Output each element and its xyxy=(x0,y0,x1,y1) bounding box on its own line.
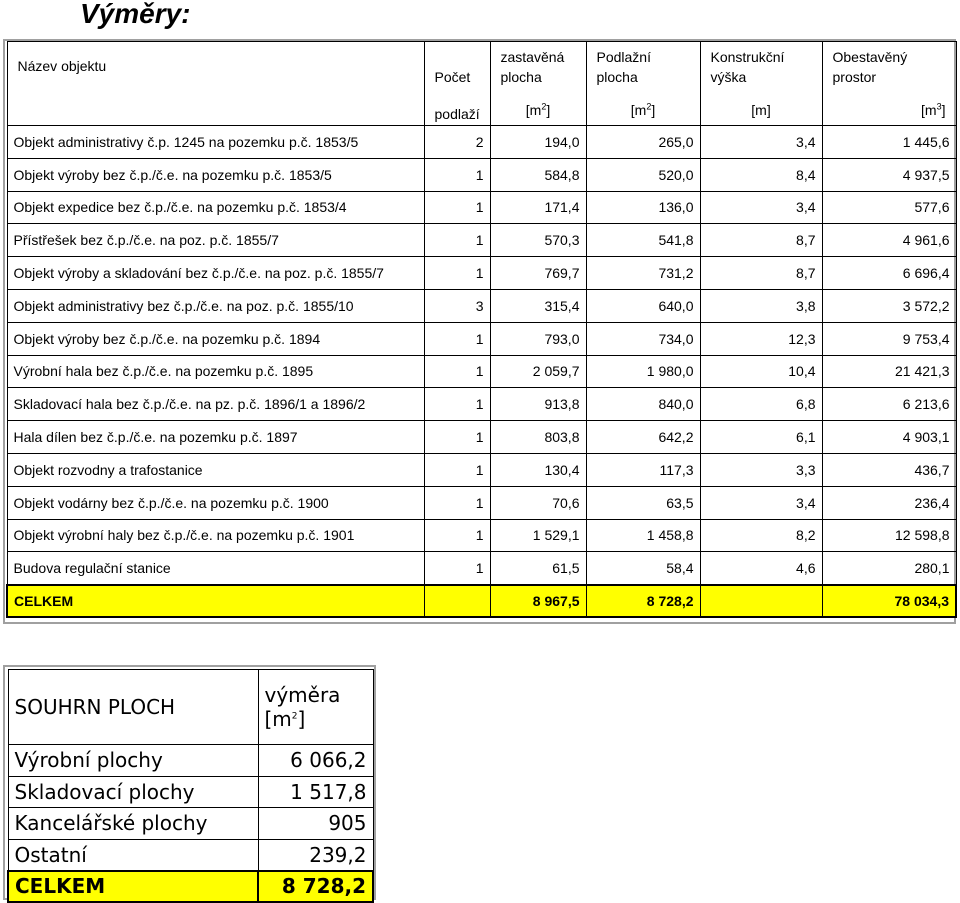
cell-built: 793,0 xyxy=(490,322,586,355)
table-header-row xyxy=(7,42,956,126)
header-floor: Podlažní plocha $[m^2]$ xyxy=(586,42,700,126)
cell-height: 3,4 xyxy=(700,486,822,519)
cell-built: 584,8 xyxy=(490,158,586,191)
cell-height: 10,4 xyxy=(700,355,822,388)
summary-label: Výrobní plochy xyxy=(8,745,258,777)
cell-floor: 1 980,0 xyxy=(586,355,700,388)
cell-built: 61,5 xyxy=(490,552,586,585)
cell-volume: 4 961,6 xyxy=(822,224,956,257)
summary-total-value: 8 728,2 xyxy=(258,871,373,903)
cell-name: Objekt výroby bez č.p./č.e. na pozemku p.č. 1894 xyxy=(7,322,424,355)
cell-floor: 541,8 xyxy=(586,224,700,257)
summary-label: Skladovací plochy xyxy=(8,776,258,808)
summary-value: 1 517,8 xyxy=(258,776,373,808)
total-floor: 8 728,2 xyxy=(586,585,700,618)
summary-row xyxy=(8,839,373,871)
total-volume: 78 034,3 xyxy=(822,585,956,618)
cell-volume: 12 598,8 xyxy=(822,519,956,552)
cell-height: 8,2 xyxy=(700,519,822,552)
cell-floor: 734,0 xyxy=(586,322,700,355)
table-row xyxy=(7,519,956,552)
table-row xyxy=(7,486,956,519)
header-floors: Počet podlaží xyxy=(424,42,490,126)
summary-value: 239,2 xyxy=(258,839,373,871)
summary-row xyxy=(8,745,373,777)
header-height: Konstrukční výška [m] xyxy=(700,42,822,126)
cell-height: 8,4 xyxy=(700,158,822,191)
cell-name: Hala dílen bez č.p./č.e. na pozemku p.č. 1897 xyxy=(7,421,424,454)
cell-name: Výrobní hala bez č.p./č.e. na pozemku p.č. 1895 xyxy=(7,355,424,388)
cell-floors: 1 xyxy=(424,224,490,257)
cell-volume: 577,6 xyxy=(822,191,956,224)
cell-name: Objekt výroby bez č.p./č.e. na pozemku p.č. 1853/5 xyxy=(7,158,424,191)
header-volume: Obestavěný prostor $[m^3]$ xyxy=(822,42,956,126)
cell-floors: 1 xyxy=(424,421,490,454)
cell-height: 8,7 xyxy=(700,224,822,257)
cell-volume: 236,4 xyxy=(822,486,956,519)
cell-floor: 642,2 xyxy=(586,421,700,454)
cell-height: 4,6 xyxy=(700,552,822,585)
table-row xyxy=(7,552,956,585)
cell-floors: 1 xyxy=(424,158,490,191)
cell-floor: 640,0 xyxy=(586,289,700,322)
cell-name: Budova regulační stanice xyxy=(7,552,424,585)
summary-label: Ostatní xyxy=(8,839,258,871)
cell-volume: 6 696,4 xyxy=(822,257,956,290)
cell-name: Objekt výrobní haly bez č.p./č.e. na pozemku p.č. 1901 xyxy=(7,519,424,552)
cell-height: 3,4 xyxy=(700,191,822,224)
cell-floor: 265,0 xyxy=(586,126,700,159)
summary-row xyxy=(8,808,373,840)
cell-floors: 1 xyxy=(424,388,490,421)
cell-height: 6,1 xyxy=(700,421,822,454)
cell-name: Objekt výroby a skladování bez č.p./č.e. na poz. p.č. 1855/7 xyxy=(7,257,424,290)
summary-header-row xyxy=(8,670,373,745)
cell-name: Objekt expedice bez č.p./č.e. na pozemku p.č. 1853/4 xyxy=(7,191,424,224)
cell-volume: 280,1 xyxy=(822,552,956,585)
cell-volume: 1 445,6 xyxy=(822,126,956,159)
cell-floors: 2 xyxy=(424,126,490,159)
table-row xyxy=(7,322,956,355)
total-built: 8 967,5 xyxy=(490,585,586,618)
cell-floors: 1 xyxy=(424,552,490,585)
cell-floor: 117,3 xyxy=(586,453,700,486)
cell-built: 570,3 xyxy=(490,224,586,257)
cell-volume: 9 753,4 xyxy=(822,322,956,355)
cell-floors: 3 xyxy=(424,289,490,322)
cell-floor: 520,0 xyxy=(586,158,700,191)
cell-floors: 1 xyxy=(424,486,490,519)
cell-floors: 1 xyxy=(424,191,490,224)
cell-floor: 63,5 xyxy=(586,486,700,519)
summary-title: SOUHRN PLOCH xyxy=(8,670,258,745)
cell-name: Objekt vodárny bez č.p./č.e. na pozemku p.č. 1900 xyxy=(7,486,424,519)
summary-row xyxy=(8,776,373,808)
cell-volume: 6 213,6 xyxy=(822,388,956,421)
summary-value: 905 xyxy=(258,808,373,840)
cell-built: 70,6 xyxy=(490,486,586,519)
cell-floors: 1 xyxy=(424,453,490,486)
cell-built: 130,4 xyxy=(490,453,586,486)
cell-height: 3,4 xyxy=(700,126,822,159)
cell-built: 2 059,7 xyxy=(490,355,586,388)
cell-height: 3,3 xyxy=(700,453,822,486)
cell-height: 6,8 xyxy=(700,388,822,421)
cell-height: 12,3 xyxy=(700,322,822,355)
table-row xyxy=(7,224,956,257)
total-floors xyxy=(424,585,490,618)
table-row xyxy=(7,191,956,224)
cell-floors: 1 xyxy=(424,355,490,388)
cell-floor: 731,2 xyxy=(586,257,700,290)
summary-col-header: výměra $[m^2]$ xyxy=(258,670,373,745)
cell-floors: 1 xyxy=(424,257,490,290)
cell-name: Přístřešek bez č.p./č.e. na poz. p.č. 1855/7 xyxy=(7,224,424,257)
table-row xyxy=(7,126,956,159)
table-row xyxy=(7,421,956,454)
cell-built: 769,7 xyxy=(490,257,586,290)
header-built: zastavěná plocha $[m^2]$ xyxy=(490,42,586,126)
cell-name: Objekt administrativy bez č.p./č.e. na poz. p.č. 1855/10 xyxy=(7,289,424,322)
cell-height: 3,8 xyxy=(700,289,822,322)
cell-volume: 4 903,1 xyxy=(822,421,956,454)
cell-floors: 1 xyxy=(424,322,490,355)
area-table xyxy=(6,41,957,618)
total-height xyxy=(700,585,822,618)
cell-volume: 436,7 xyxy=(822,453,956,486)
table-row xyxy=(7,355,956,388)
summary-total-label: CELKEM xyxy=(8,871,258,903)
cell-built: 315,4 xyxy=(490,289,586,322)
summary-table xyxy=(7,669,374,903)
cell-volume: 4 937,5 xyxy=(822,158,956,191)
summary-value: 6 066,2 xyxy=(258,745,373,777)
page-title: Výměry: xyxy=(80,0,191,29)
total-row xyxy=(7,585,956,618)
cell-built: 1 529,1 xyxy=(490,519,586,552)
cell-name: Objekt rozvodny a trafostanice xyxy=(7,453,424,486)
table-row xyxy=(7,289,956,322)
summary-label: Kancelářské plochy xyxy=(8,808,258,840)
cell-built: 171,4 xyxy=(490,191,586,224)
table-row xyxy=(7,257,956,290)
cell-floor: 840,0 xyxy=(586,388,700,421)
cell-volume: 21 421,3 xyxy=(822,355,956,388)
table-row xyxy=(7,388,956,421)
cell-name: Skladovací hala bez č.p./č.e. na pz. p.č. 1896/1 a 1896/2 xyxy=(7,388,424,421)
cell-built: 803,8 xyxy=(490,421,586,454)
table-row xyxy=(7,453,956,486)
cell-floors: 1 xyxy=(424,519,490,552)
cell-built: 194,0 xyxy=(490,126,586,159)
table-row xyxy=(7,158,956,191)
cell-floor: 136,0 xyxy=(586,191,700,224)
cell-name: Objekt administrativy č.p. 1245 na pozemku p.č. 1853/5 xyxy=(7,126,424,159)
cell-height: 8,7 xyxy=(700,257,822,290)
cell-volume: 3 572,2 xyxy=(822,289,956,322)
total-label: CELKEM xyxy=(7,585,424,618)
header-name: Název objektu xyxy=(7,42,424,126)
cell-floor: 1 458,8 xyxy=(586,519,700,552)
cell-built: 913,8 xyxy=(490,388,586,421)
summary-total-row xyxy=(8,871,373,903)
cell-floor: 58,4 xyxy=(586,552,700,585)
